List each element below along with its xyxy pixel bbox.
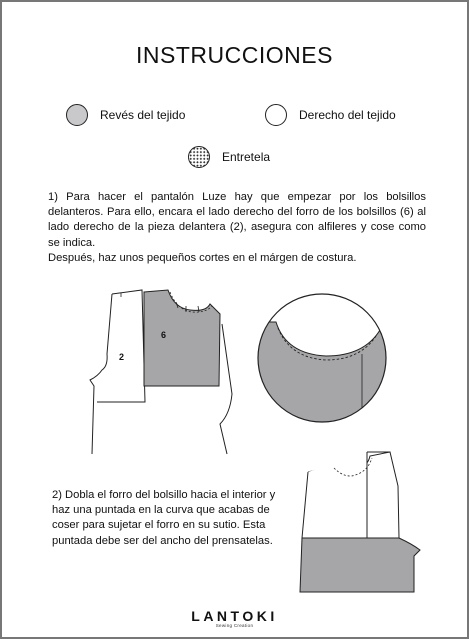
entretela-swatch-icon: [188, 146, 210, 168]
figure1-zoom-detail-diagram: [256, 292, 390, 426]
step2-text: 2) Dobla el forro del bolsillo hacia el interior y haz una puntada en la curva que acabas de coser para sujetar el forro en su sutio. Esta puntada debe ser del ancho del prensatelas.: [52, 489, 276, 547]
figure1-front-piece-diagram: [82, 284, 242, 464]
step1-line1: 1) Para hacer el pantalón Luze hay que empezar por los bolsillos delanteros. Para ello, encara el lado derecho del forro de los bolsillos (6) al lado derecho de la pieza delantera (2), asegura con alfileres y cose como se indica.: [48, 191, 426, 249]
legend-reves-label: Revés del tejido: [100, 108, 186, 122]
reves-swatch-icon: [66, 104, 88, 126]
brand-logo: LANTOKI: [191, 608, 278, 624]
piece-lining-label: 6: [161, 330, 167, 340]
derecho-swatch-icon: [265, 104, 287, 126]
legend-derecho: [265, 104, 396, 126]
piece-front-label: 2: [119, 352, 125, 362]
step1-text: [48, 190, 426, 266]
step1-line2: Después, haz unos pequeños cortes en el márgen de costura.: [48, 251, 357, 264]
legend-entretela-label: Entretela: [222, 150, 271, 164]
brand-tagline: Sewing Creation: [215, 623, 254, 628]
legend-reves: [66, 104, 185, 126]
page-title: INSTRUCCIONES: [136, 42, 333, 68]
figure2-folded-lining-diagram: [294, 446, 424, 596]
legend-derecho-label: Derecho del tejido: [299, 108, 396, 122]
legend-entretela: [188, 146, 270, 168]
